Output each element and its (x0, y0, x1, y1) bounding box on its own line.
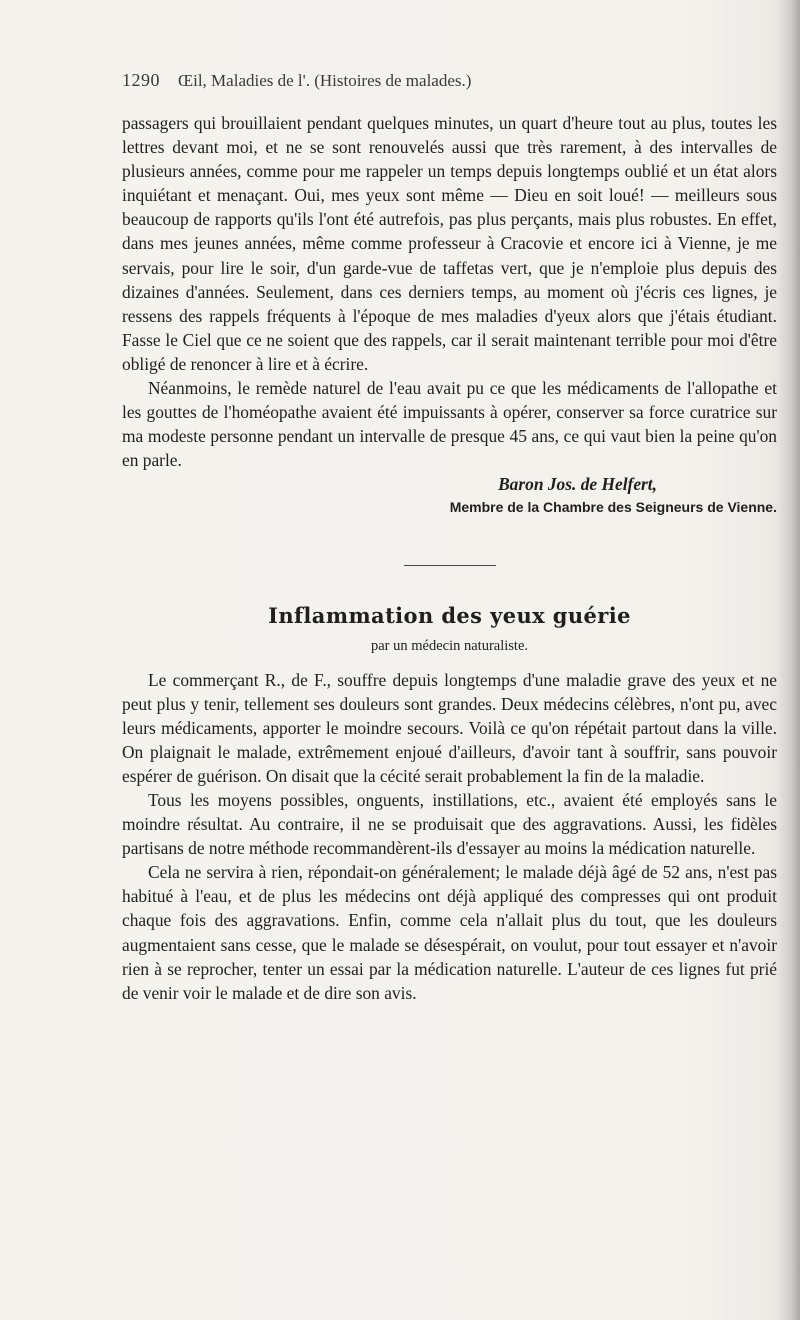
running-header (122, 70, 682, 98)
running-title: Œil, Maladies de l'. (Histoires de malades.) (178, 71, 472, 90)
page-number: 1290 (122, 70, 160, 90)
article-title: Inflammation des yeux guérie (268, 602, 631, 628)
article-subtitle: par un médecin naturaliste. (370, 637, 529, 654)
intro-paragraph-2: Néanmoins, le remède naturel de l'eau avait pu ce que les médicaments de l'allopathe et les gouttes de l'homéopathe avaient été impuissants à opérer, conserver sa force curatrice sur ma modeste personne pendant un intervalle de presque 45 ans, ce qui vaut bien la peine qu'on en parle. (122, 378, 777, 471)
signature-line (122, 472, 777, 496)
page-edge-shadow (778, 0, 800, 1320)
intro-paragraph-1: passagers qui brouillaient pendant quelques minutes, un quart d'heure tout au plus, toutes les lettres devant moi, et ne se sont renouvelés aussi que très rarement, à des intervalles de plusieurs années, comme pour me rappeler un temps depuis longtemps oublié et un état alors inquiétant et menaçant. Oui, mes yeux sont même — Dieu en soit loué! — meilleurs sous beaucoup de rapports qu'ils l'ont été autrefois, pas plus perçants, mais plus robustes. En effet, dans mes jeunes années, même comme professeur à Cracovie et encore ici à Vienne, je me servais, pour lire le soir, d'un garde-vue de taffetas vert, que je n'emploie plus depuis des dizaines d'années. Seulement, dans ces derniers temps, au moment où j'écris ces lignes, je ressens des rappels fréquents à l'époque de mes maladies d'yeux alors que j'étais étudiant. Fasse le Ciel que ce ne soient que des rappels, car il serait maintenant terrible pour moi d'être obligé de renoncer à lire et à écrire. (122, 113, 777, 374)
article-paragraph: Tous les moyens possibles, onguents, instillations, etc., avaient été employés sans le moindre résultat. Au contraire, il ne se produisait que des aggravations. Aussi, les fidèles partisans de notre méthode recommandèrent-ils d'essayer au moins la médication naturelle. (122, 789, 777, 859)
signature: Baron Jos. de Helfert, (498, 474, 657, 495)
body-text (122, 111, 777, 1005)
article-paragraph: Cela ne servira à rien, répondait-on généralement; le malade déjà âgé de 52 ans, n'est pas habitué à l'eau, et de plus les médecins ont déjà appliqué des compresses qui ont produit chaque fois des aggravations. Enfin, comme cela n'allait plus du tout, que les douleurs augmentaient sans cesse, que le malade se désespérait, on voulut, pour tout essayer et n'avoir rien à se reprocher, tenter un essai par la médication naturelle. L'auteur de ces lignes fut prié de venir voir le malade et de dire son avis. (122, 862, 777, 1003)
section-divider (404, 565, 496, 566)
signature-title: Membre de la Chambre des Seigneurs de Vienne. (449, 498, 777, 515)
article-paragraph: Le commerçant R., de F., souffre depuis longtemps d'une maladie grave des yeux et ne peut plus y tenir, tellement ses douleurs sont grandes. Deux médecins célèbres, n'ont pu, avec leurs médicaments, apporter le moindre secours. Voilà ce qu'on répétait partout dans la ville. On plaignait le malade, extrêmement enjoué d'ailleurs, d'avoir tant à souffrir, sans pouvoir espérer de guérison. On disait que la cécité serait probablement la fin de la maladie. (122, 669, 777, 786)
